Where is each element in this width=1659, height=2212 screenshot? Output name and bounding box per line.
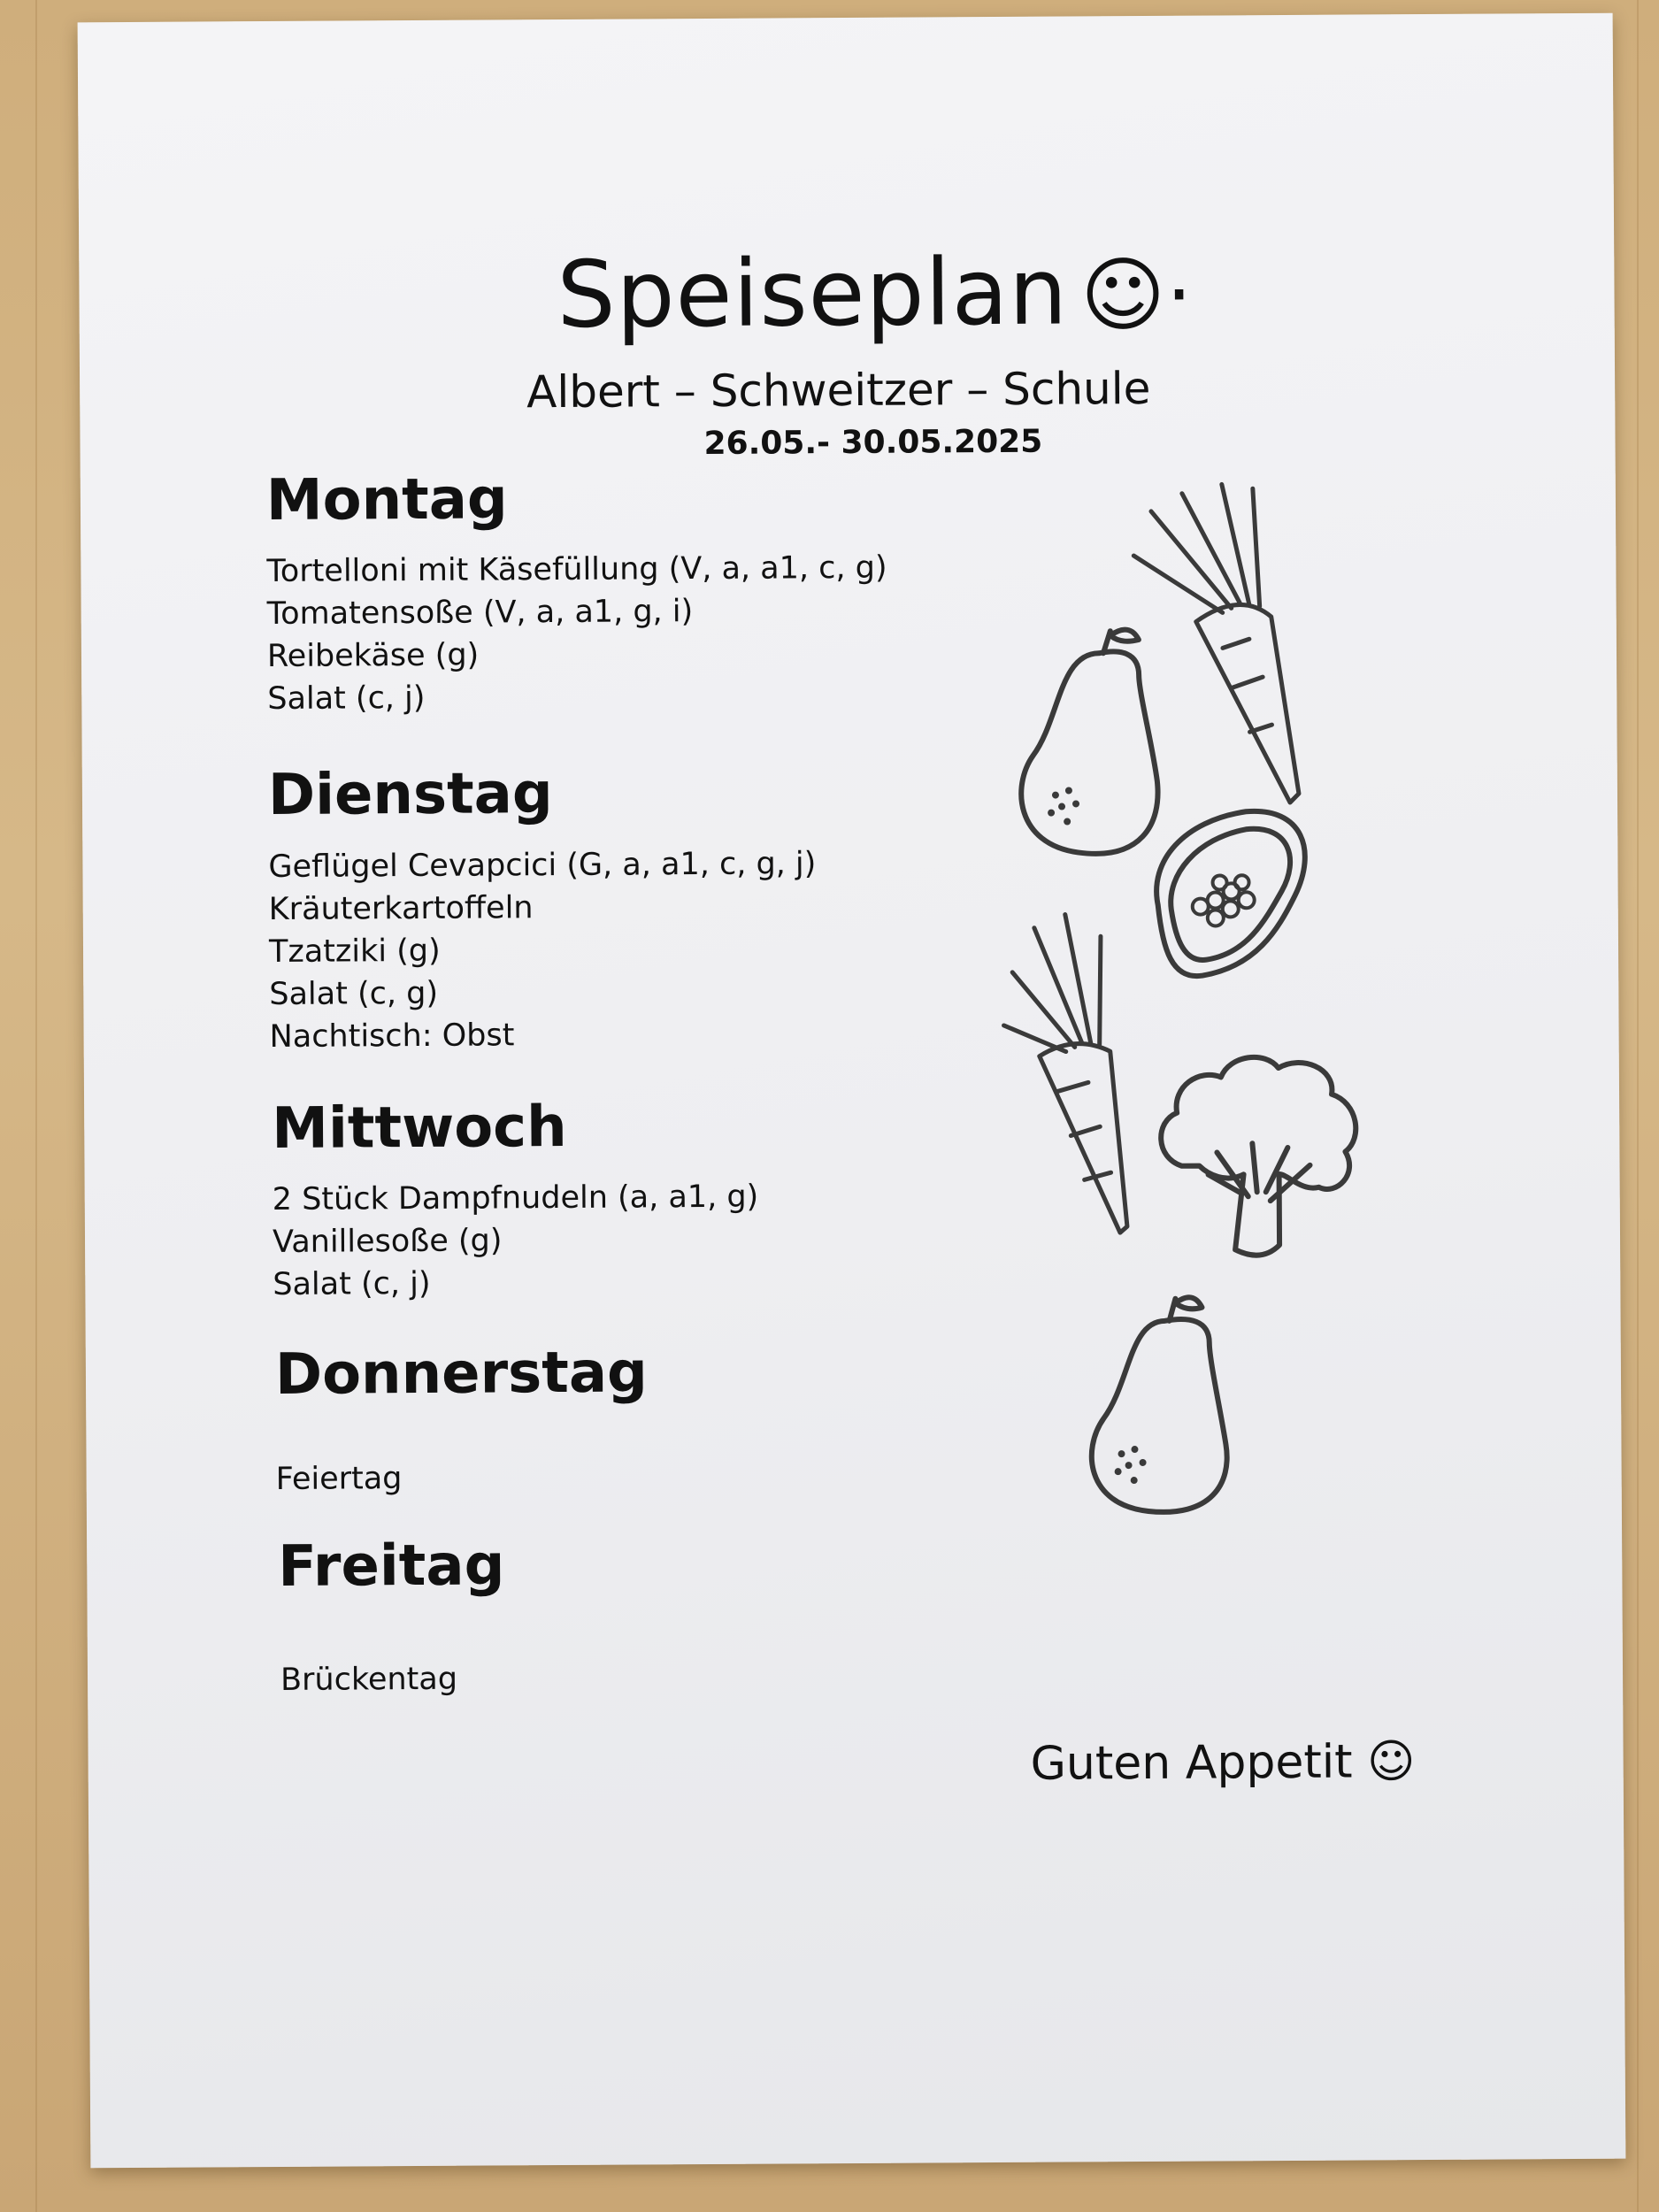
meal-item: Geflügel Cevapcici (G, a, a1, c, g, j)	[268, 846, 817, 886]
school-name: Albert – Schweitzer – Schule	[526, 362, 1151, 419]
day-title-freitag: Freitag	[278, 1532, 505, 1600]
meal-item: Salat (c, j)	[267, 680, 426, 718]
smiley-icon: ☺·	[1079, 247, 1194, 343]
title-text: Speiseplan	[557, 237, 1069, 349]
page-title	[557, 237, 1194, 349]
meal-item: Tzatziki (g)	[268, 933, 441, 971]
meal-item: Vanillesoße (g)	[272, 1223, 503, 1261]
day-title-mittwoch: Mittwoch	[272, 1094, 567, 1163]
day-title-montag: Montag	[265, 466, 508, 534]
carrot-icon	[995, 910, 1164, 1247]
date-range: 26.05.- 30.05.2025	[703, 423, 1043, 463]
meal-item: Tortelloni mit Käsefüllung (V, a, a1, c, g)	[266, 549, 887, 590]
broccoli-icon	[1146, 1041, 1378, 1272]
meal-item: Nachtisch: Obst	[269, 1018, 515, 1056]
closing-text: Guten Appetit ☺	[1030, 1735, 1416, 1791]
menu-sheet	[78, 13, 1626, 2169]
meal-item: Feiertag	[275, 1461, 403, 1497]
day-title-donnerstag: Donnerstag	[274, 1340, 649, 1408]
meal-item: 2 Stück Dampfnudeln (a, a1, g)	[272, 1179, 759, 1218]
meal-item: Salat (c, g)	[269, 975, 439, 1013]
day-title-dienstag: Dienstag	[267, 761, 553, 829]
pear-icon	[1076, 1271, 1255, 1520]
meal-item: Tomatensoße (V, a, a1, g, i)	[266, 594, 694, 633]
meal-item: Kräuterkartoffeln	[268, 890, 534, 928]
meal-item: Reibekäse (g)	[266, 637, 480, 675]
meal-item: Brückentag	[280, 1661, 458, 1698]
meal-item: Salat (c, j)	[273, 1265, 431, 1302]
